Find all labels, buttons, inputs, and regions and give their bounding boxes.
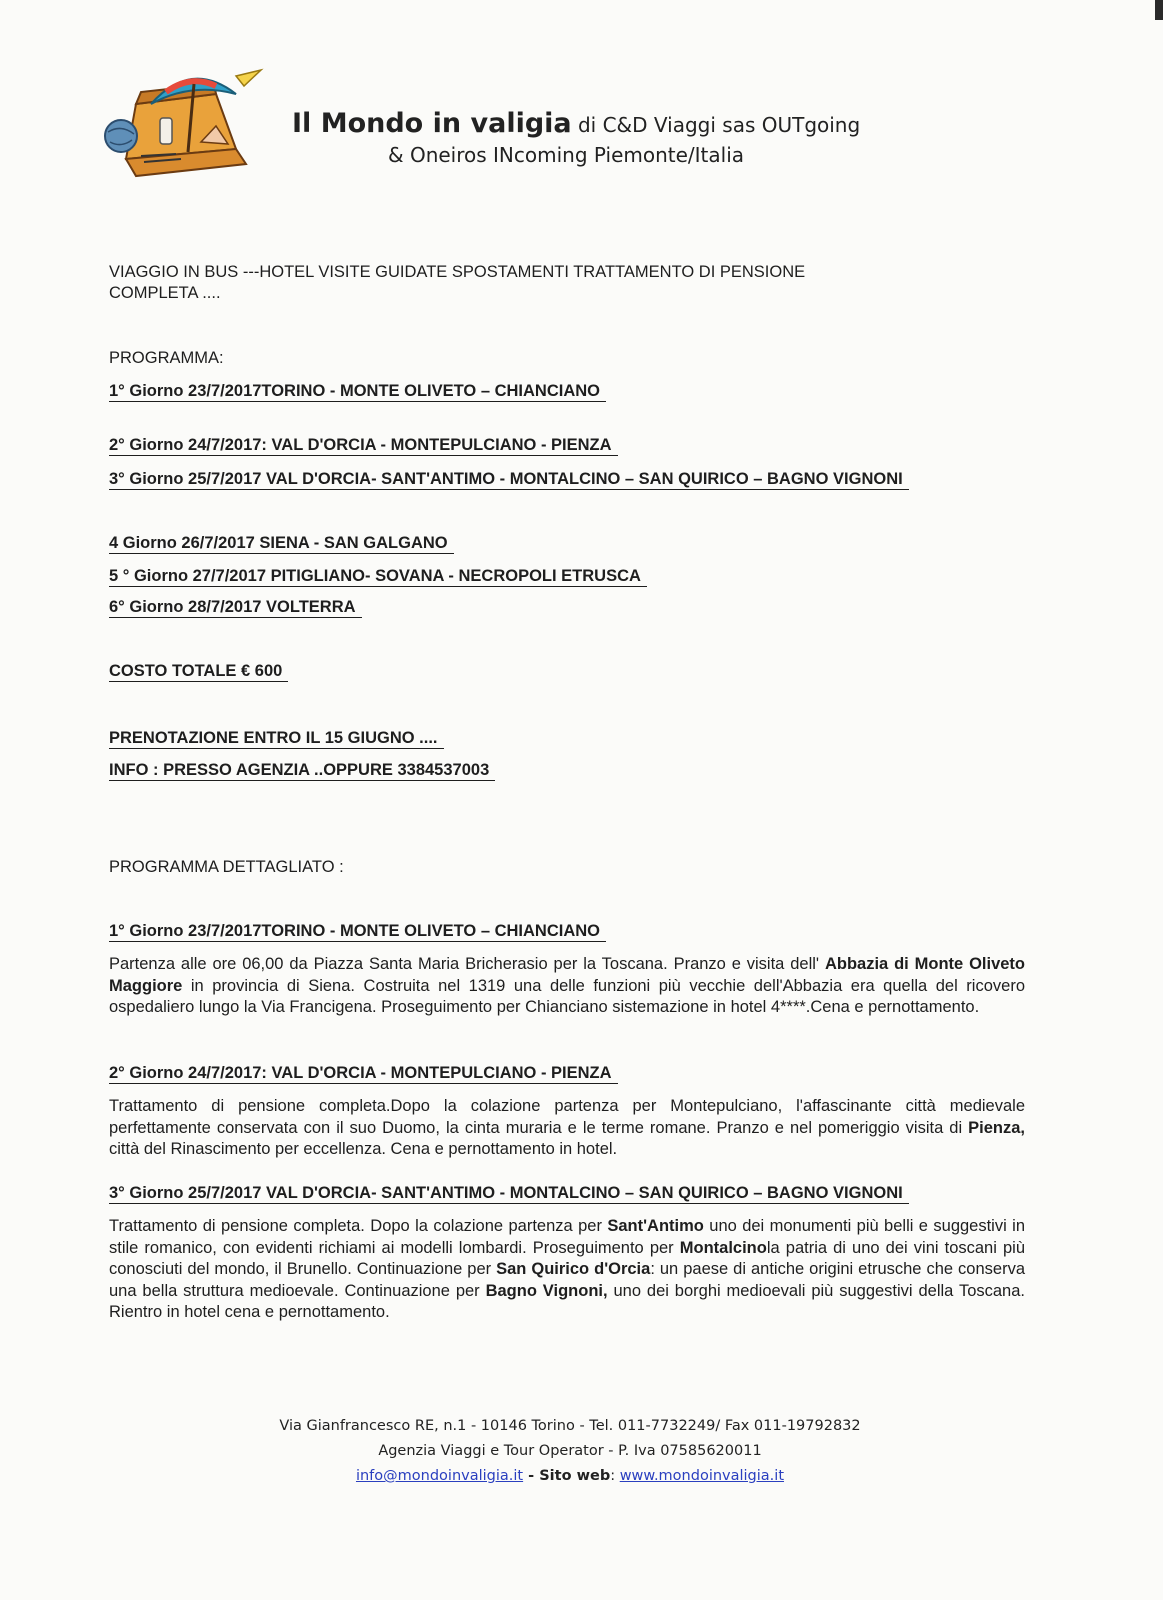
dettaglio-day-1-title: 1° Giorno 23/7/2017TORINO - MONTE OLIVETO – CHIANCIANO — [109, 921, 606, 942]
dettaglio-label: PROGRAMMA DETTAGLIATO : — [109, 858, 344, 876]
day-3-text-part: Trattamento di pensione completa. Dopo la colazione partenza per — [109, 1217, 608, 1235]
day-3-bold-sanquirico: San Quirico d'Orcia — [496, 1260, 651, 1278]
day-3-bold-montalcino: Montalcino — [679, 1238, 767, 1257]
brand-company: di C&D Viaggi sas OUTgoing — [577, 113, 861, 137]
brand-block — [292, 108, 860, 167]
intro-line-2: COMPLETA .... — [109, 284, 221, 302]
dettaglio-day-2-text — [109, 1096, 1025, 1161]
website-link[interactable]: www.mondoinvaligia.it — [619, 1468, 785, 1484]
costo-totale: COSTO TOTALE € 600 — [109, 661, 288, 682]
suitcase-logo-icon — [96, 64, 266, 184]
footer-separator: - — [523, 1468, 540, 1484]
programma-day-4: 4 Giorno 26/7/2017 SIENA - SAN GALGANO — [109, 533, 454, 554]
day-3-text-part: la patria di uno dei vini toscani più conosciuti del mondo, il Brunello. Continuazione per — [109, 1238, 1026, 1278]
day-2-text-part: città del Rinascimento per eccellenza. Cena e pernottamento in hotel. — [109, 1140, 618, 1158]
footer-agency: Agenzia Viaggi e Tour Operator - P. Iva 07585620011 — [378, 1443, 762, 1459]
dettaglio-day-3-text — [109, 1216, 1025, 1324]
day-1-bold-abbazia: Abbazia di Monte Oliveto Maggiore — [109, 955, 1026, 995]
day-3-bold-santantimo: Sant'Antimo — [607, 1217, 704, 1235]
programma-day-2: 2° Giorno 24/7/2017: VAL D'ORCIA - MONTEPULCIANO - PIENZA — [109, 435, 618, 456]
programma-day-1: 1° Giorno 23/7/2017TORINO - MONTE OLIVETO – CHIANCIANO — [109, 381, 606, 402]
programma-day-6: 6° Giorno 28/7/2017 VOLTERRA — [109, 597, 362, 618]
day-3-text-part: : un paese di antiche origini etrusche che conserva una bella struttura medioevale. Continuazione per — [109, 1260, 1025, 1300]
day-1-text-part: in provincia di Siena. Costruita nel 1319 una delle funzioni più vecchie dell'Abbazia era quella del ricovero ospedaliero lungo la Via Francigena. Proseguimento per Chianciano sistemazione in hotel 4****.Cena e pernottamento. — [109, 976, 1025, 1016]
brand-incoming: & Oneiros INcoming Piemonte/Italia — [388, 143, 745, 167]
brand-name: Il Mondo in valigia — [292, 108, 572, 139]
day-2-bold-pienza: Pienza, — [968, 1118, 1025, 1137]
dettaglio-day-2-title: 2° Giorno 24/7/2017: VAL D'ORCIA - MONTEPULCIANO - PIENZA — [109, 1063, 618, 1084]
scan-edge-mark — [1155, 0, 1163, 20]
day-2-text-part: Trattamento di pensione completa.Dopo la colazione partenza per Montepulciano, l'affascinante città medievale perfettamente conservata con il suo Duomo, la cinta muraria e le terme romane. Pranzo e nel pomeriggio visita di — [109, 1097, 1025, 1137]
programma-day-5: 5 ° Giorno 27/7/2017 PITIGLIANO- SOVANA - NECROPOLI ETRUSCA — [109, 566, 647, 587]
info-contact: INFO : PRESSO AGENZIA ..OPPURE 3384537003 — [109, 760, 495, 781]
prenotazione: PRENOTAZIONE ENTRO IL 15 GIUGNO .... — [109, 728, 444, 749]
email-link[interactable]: info@mondoinvaligia.it — [355, 1468, 524, 1484]
day-3-text-part: uno dei monumenti più belli e suggestivi in stile romanico, con evidenti richiami ai modelli lombardi. Proseguimento per — [109, 1217, 1026, 1257]
intro-line-1: VIAGGIO IN BUS ---HOTEL VISITE GUIDATE SPOSTAMENTI TRATTAMENTO DI PENSIONE — [109, 263, 806, 281]
programma-label: PROGRAMMA: — [109, 349, 224, 367]
programma-day-3: 3° Giorno 25/7/2017 VAL D'ORCIA- SANT'ANTIMO - MONTALCINO – SAN QUIRICO – BAGNO VIGNONI — [109, 469, 909, 490]
day-1-text-part: Partenza alle ore 06,00 da Piazza Santa Maria Bricherasio per la Toscana. Pranzo e visita dell' — [109, 955, 825, 973]
site-label: Sito web — [539, 1468, 611, 1484]
footer-links — [250, 1464, 890, 1489]
day-3-bold-bagnovignoni: Bagno Vignoni, — [485, 1281, 608, 1300]
day-3-text-part: uno dei borghi medioevali più suggestivi della Toscana. Rientro in hotel cena e pernottamento. — [109, 1281, 1025, 1321]
site-colon: : — [610, 1468, 620, 1484]
footer-address: Via Gianfrancesco RE, n.1 - 10146 Torino - Tel. 011-7732249/ Fax 011-19792832 — [279, 1418, 861, 1434]
dettaglio-day-3-title: 3° Giorno 25/7/2017 VAL D'ORCIA- SANT'ANTIMO - MONTALCINO – SAN QUIRICO – BAGNO VIGNONI — [109, 1183, 909, 1204]
footer — [250, 1414, 890, 1489]
dettaglio-day-1-text — [109, 954, 1025, 1019]
